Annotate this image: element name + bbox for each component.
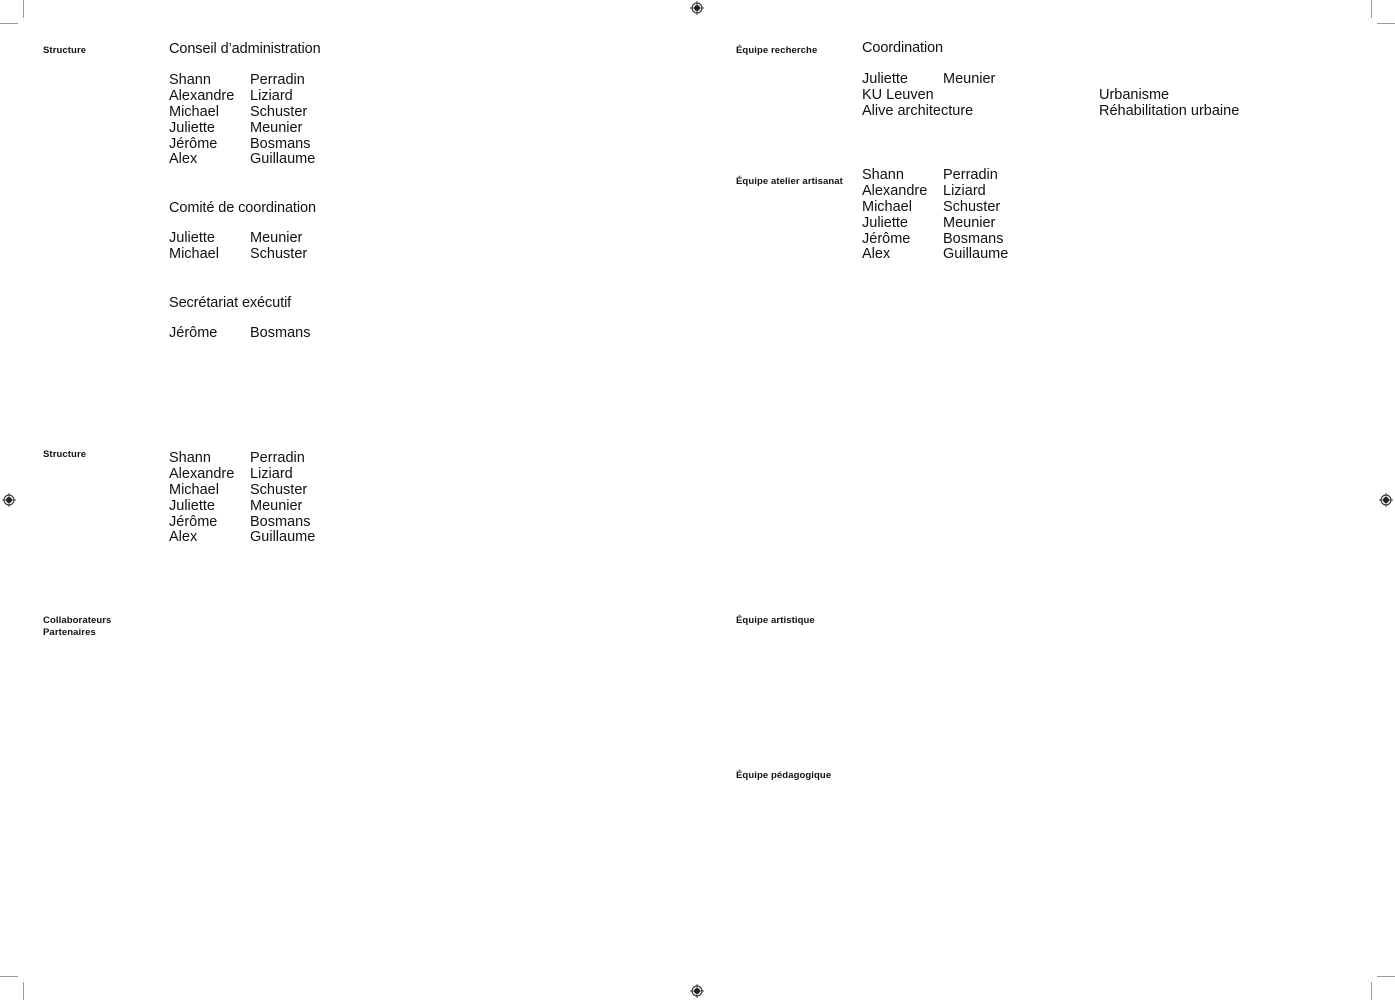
last-name: Meunier xyxy=(250,119,303,136)
last-name: Liziard xyxy=(250,87,293,104)
last-name: Bosmans xyxy=(250,135,311,152)
member-row xyxy=(862,72,995,88)
group-title-secretariat: Secrétariat exécutif xyxy=(169,295,292,311)
section-label-artistique: Équipe artistique xyxy=(736,615,815,626)
registration-mark-icon xyxy=(1379,493,1393,507)
crop-mark-bottom-right xyxy=(1371,982,1372,1000)
crop-mark-top-right-h xyxy=(1377,23,1395,24)
section-label-structure-2: Structure xyxy=(43,449,87,460)
member-list-conseil xyxy=(169,73,315,168)
crop-mark-top-right xyxy=(1371,0,1372,18)
crop-mark-top-left-h xyxy=(0,23,18,24)
registration-mark-icon xyxy=(690,1,704,15)
group-title-coordination: Coordination xyxy=(862,40,944,56)
member-row xyxy=(169,515,315,531)
registration-mark-icon xyxy=(690,984,704,998)
member-row xyxy=(169,499,315,515)
first-name: Shann xyxy=(862,167,904,183)
first-name: Michael xyxy=(169,245,219,262)
first-name: Alex xyxy=(169,151,198,168)
last-name: Bosmans xyxy=(250,325,311,341)
member-list-atelier xyxy=(862,168,1008,263)
last-name: Guillaume xyxy=(250,529,316,546)
member-row xyxy=(169,105,315,121)
crop-mark-top-left xyxy=(23,0,24,18)
member-row xyxy=(862,168,1008,184)
first-name: Jérôme xyxy=(169,135,218,152)
crop-mark-bottom-left-h xyxy=(0,976,18,977)
member-row xyxy=(169,467,315,483)
last-name: Bosmans xyxy=(943,230,1004,247)
registration-mark-icon xyxy=(2,493,16,507)
domain: Urbanisme xyxy=(1099,87,1170,103)
last-name: Guillaume xyxy=(250,151,316,168)
member-row xyxy=(862,216,1008,232)
section-label-collaborateurs xyxy=(43,615,111,639)
first-name: Alexandre xyxy=(862,182,928,199)
group-title-comite: Comité de coordination xyxy=(169,200,316,216)
member-row xyxy=(169,121,315,137)
member-list-structure-2 xyxy=(169,451,315,546)
first-name: Juliette xyxy=(169,497,215,514)
coordination-info xyxy=(862,72,995,120)
first-name: Alexandre xyxy=(169,87,235,104)
group-title-conseil: Conseil d’administration xyxy=(169,41,321,57)
first-name: Michael xyxy=(169,481,219,498)
label-collaborateurs: Collaborateurs xyxy=(43,615,112,626)
first-name: Juliette xyxy=(169,119,215,136)
domain-list xyxy=(1099,88,1239,120)
member-row xyxy=(169,89,315,105)
last-name: Guillaume xyxy=(943,246,1009,263)
last-name: Bosmans xyxy=(250,513,311,530)
last-name: Meunier xyxy=(250,497,303,514)
member-row xyxy=(169,137,315,153)
last-name: Meunier xyxy=(250,230,303,246)
section-label-recherche: Équipe recherche xyxy=(736,45,818,56)
first-name: Shann xyxy=(169,450,211,466)
first-name: Alex xyxy=(862,246,891,263)
last-name: Schuster xyxy=(250,481,308,498)
member-list-secretariat xyxy=(169,326,310,342)
first-name: Jérôme xyxy=(169,513,218,530)
crop-mark-bottom-right-h xyxy=(1377,976,1395,977)
label-partenaires: Partenaires xyxy=(43,627,96,638)
first-name: Shann xyxy=(169,72,211,88)
organisation: Alive architecture xyxy=(862,102,974,119)
last-name: Perradin xyxy=(250,450,305,466)
last-name: Meunier xyxy=(943,214,996,231)
member-row xyxy=(169,247,307,263)
last-name: Schuster xyxy=(250,245,308,262)
member-row xyxy=(862,200,1008,216)
member-row xyxy=(862,184,1008,200)
member-list-comite xyxy=(169,231,307,263)
first-name: Juliette xyxy=(862,71,908,87)
first-name: Alex xyxy=(169,529,198,546)
first-name: Jérôme xyxy=(169,325,218,341)
first-name: Michael xyxy=(862,198,912,215)
organisation: KU Leuven xyxy=(862,86,934,103)
member-row xyxy=(862,232,1008,248)
first-name: Juliette xyxy=(169,230,215,246)
member-row xyxy=(169,451,315,467)
section-label-pedagogique: Équipe pédagogique xyxy=(736,770,832,781)
member-row xyxy=(169,326,310,342)
first-name: Alexandre xyxy=(169,465,235,482)
last-name: Perradin xyxy=(250,72,305,88)
section-label-structure: Structure xyxy=(43,45,87,56)
last-name: Schuster xyxy=(250,103,308,120)
last-name: Liziard xyxy=(943,182,986,199)
first-name: Juliette xyxy=(862,214,908,231)
last-name: Liziard xyxy=(250,465,293,482)
section-label-atelier: Équipe atelier artisanat xyxy=(736,176,843,187)
last-name: Perradin xyxy=(943,167,998,183)
domain: Réhabilitation urbaine xyxy=(1099,102,1240,119)
last-name: Schuster xyxy=(943,198,1001,215)
member-row xyxy=(169,231,307,247)
first-name: Michael xyxy=(169,103,219,120)
last-name: Meunier xyxy=(943,71,996,87)
member-row xyxy=(169,530,315,546)
crop-mark-bottom-left xyxy=(23,982,24,1000)
first-name: Jérôme xyxy=(862,230,911,247)
member-row xyxy=(169,152,315,168)
member-row xyxy=(862,247,1008,263)
member-row xyxy=(169,483,315,499)
member-row xyxy=(169,73,315,89)
